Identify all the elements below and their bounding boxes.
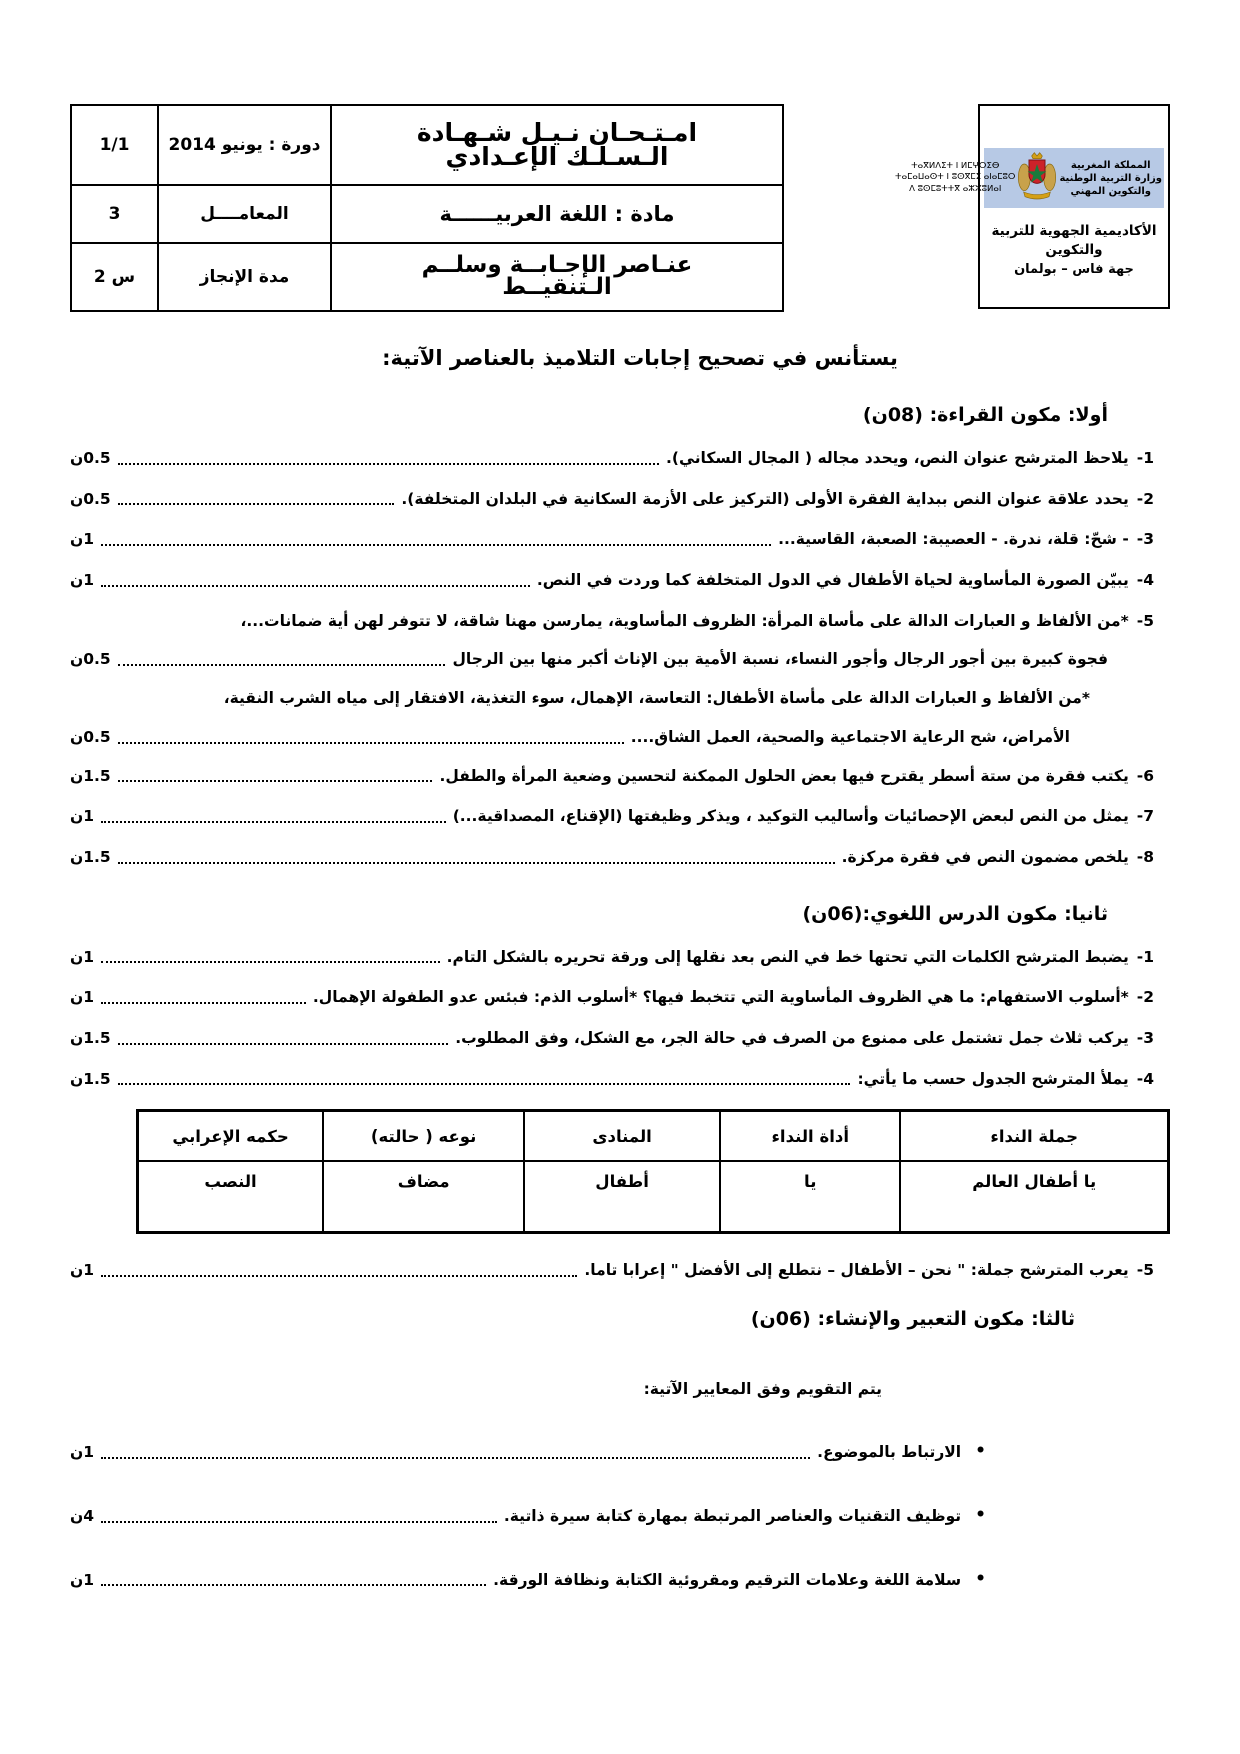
tifinagh-line3: ⴷ ⵓⵙⵎⵓⵜⵜⴳ ⴰⵣⵣⵓⵍⴰⵏ xyxy=(909,183,1002,194)
item-text: يلاحظ المترشح عنوان النص، ويحدد مجاله ( المجال السكاني). xyxy=(666,449,1129,467)
criteria-intro: يتم التقويم وفق المعايير الآتية: xyxy=(643,1380,882,1398)
list-item xyxy=(70,489,1170,511)
list-item-continuation xyxy=(70,649,1170,671)
kingdom-name: المملكة المغربية xyxy=(1070,159,1151,171)
dotted-leader xyxy=(101,1275,577,1277)
table-cell: يا أطفال العالم xyxy=(900,1161,1168,1233)
list-item xyxy=(70,806,1170,828)
dotted-leader xyxy=(101,821,446,823)
column-header: المنادى xyxy=(524,1111,720,1162)
column-header: حكمه الإعرابي xyxy=(138,1111,324,1162)
item-score: 0.5ن xyxy=(70,449,111,467)
list-item xyxy=(70,947,1170,969)
list-item xyxy=(70,611,1170,633)
dotted-leader xyxy=(101,585,530,587)
list-item xyxy=(70,570,1170,592)
item-number: 5- xyxy=(1136,1261,1154,1280)
criteria-item xyxy=(70,1504,1170,1528)
item-number: 3- xyxy=(1136,1028,1154,1047)
item-text: يبيّن الصورة المأساوية لحياة الأطفال في الدول المتخلفة كما وردت في النص. xyxy=(536,571,1129,590)
column-header: نوعه ( حالته) xyxy=(323,1111,524,1162)
item-text: - شحّ: قلة، ندرة. - العصيبة: الصعبة، القاسية... xyxy=(778,530,1129,549)
item-text: الارتباط بالموضوع. xyxy=(817,1443,962,1462)
dotted-leader xyxy=(101,1002,306,1004)
item-text: فجوة كبيرة بين أجور الرجال وأجور النساء، نسبة الأمية بين الإناث أكبر منها بين الرجال xyxy=(452,650,1108,669)
item-score: 0.5ن xyxy=(70,489,111,508)
item-text: سلامة اللغة وعلامات الترقيم ومقروئية الكتابة ونظافة الورقة. xyxy=(493,1570,962,1589)
list-item xyxy=(70,529,1170,551)
item-score: 4ن xyxy=(70,1506,95,1525)
item-number: 2- xyxy=(1136,489,1154,508)
item-text: *من الألفاظ و العبارات الدالة على مأساة الأطفال: التعاسة، الإهمال، سوء التغذية، الافتقار إلى مياه الشرب النقية، xyxy=(223,689,1090,708)
moroccan-coat-of-arms-icon xyxy=(1017,152,1057,204)
item-score: 1ن xyxy=(70,1570,95,1589)
item-text: *من الألفاظ و العبارات الدالة على مأساة المرأة: الظروف المأساوية، يمارسن مهنا شاقة، لا تتوفر لهن أية ضمانات...، xyxy=(240,611,1129,630)
table-row xyxy=(138,1161,1169,1233)
criteria-item xyxy=(70,1568,1170,1592)
exam-title-line1: امـتـحـان نـيـل شـهـادة xyxy=(416,117,698,147)
doc-title-line1: عنـاصر الإجـابــة وسلــم xyxy=(421,252,693,279)
item-text: الأمراض، شح الرعاية الاجتماعية والصحية، العمل الشاق.... xyxy=(630,727,1070,746)
list-item xyxy=(70,1028,1170,1050)
item-score: 1ن xyxy=(70,807,95,826)
list-item xyxy=(70,448,1170,470)
exam-info-table xyxy=(70,104,784,312)
header xyxy=(70,104,1170,312)
item-number: 7- xyxy=(1136,807,1154,826)
item-score: 1ن xyxy=(70,571,95,590)
item-score: 1.5ن xyxy=(70,847,111,866)
table-cell: يا xyxy=(720,1161,900,1233)
subject-cell: مادة : اللغة العربيــــــة xyxy=(331,185,783,243)
item-score: 1.5ن xyxy=(70,766,111,785)
item-text: *أسلوب الاستفهام: ما هي الظروف المأساوية التي تتخبط فيها؟ *أسلوب الذم: فبئس عدو الطفولة الإهمال. xyxy=(312,988,1129,1007)
list-item xyxy=(70,1069,1170,1091)
table-header-row xyxy=(138,1111,1169,1162)
item-text: يحدد علاقة عنوان النص ببداية الفقرة الأولى (التركيز على الأزمة السكانية في البلدان المتخلفة). xyxy=(401,489,1129,508)
ministry-arabic-text xyxy=(1059,159,1162,198)
item-score: 1ن xyxy=(70,1443,95,1462)
item-text: يلخص مضمون النص في فقرة مركزة. xyxy=(841,847,1129,866)
doc-title-cell xyxy=(331,243,783,311)
dotted-leader xyxy=(101,1457,810,1459)
item-text: يملأ المترشح الجدول حسب ما يأتي: xyxy=(857,1069,1129,1088)
item-number: 8- xyxy=(1136,847,1154,866)
correction-instruction: يستأنس في تصحيح إجابات التلاميذ بالعناصر الآتية: xyxy=(382,346,898,370)
dotted-leader xyxy=(118,1043,449,1045)
session-label: دورة : يونيو 2014 xyxy=(158,105,331,185)
item-number: 2- xyxy=(1136,988,1154,1007)
item-number: 6- xyxy=(1136,766,1154,785)
item-number: 5- xyxy=(1136,611,1154,630)
column-header: جملة النداء xyxy=(900,1111,1168,1162)
item-score: 1ن xyxy=(70,1261,95,1280)
dotted-leader xyxy=(118,862,835,864)
bullet-icon: • xyxy=(975,1568,986,1589)
item-text: يعرب المترشح جملة: " نحن – الأطفال – نتطلع إلى الأفضل " إعرابا تاما. xyxy=(584,1261,1129,1280)
ministry-tifinagh-text xyxy=(895,161,1015,195)
table-cell: مضاف xyxy=(323,1161,524,1233)
item-number: 1- xyxy=(1136,947,1154,966)
dotted-leader xyxy=(101,1584,486,1586)
item-score: 0.5ن xyxy=(70,650,111,669)
dotted-leader xyxy=(101,544,771,546)
academy-region: جهة فاس – بولمان xyxy=(1014,261,1134,277)
item-text: توظيف التقنيات والعناصر المرتبطة بمهارة كتابة سيرة ذاتية. xyxy=(503,1506,962,1525)
section1-title: أولا: مكون القراءة: (08ن) xyxy=(862,404,1108,426)
item-score: 1ن xyxy=(70,988,95,1007)
ministry-banner xyxy=(895,148,1164,208)
table-cell: أطفال xyxy=(524,1161,720,1233)
exam-title-line2: الـسـلـك الإعـدادي xyxy=(445,142,669,171)
column-header: أداة النداء xyxy=(720,1111,900,1162)
item-number: 4- xyxy=(1136,571,1154,590)
ministry-name-line1: وزارة التربية الوطنية xyxy=(1059,172,1162,184)
dotted-leader xyxy=(118,780,433,782)
list-item xyxy=(70,766,1170,788)
academy-name: الأكاديمية الجهوية للتربية والتكوين xyxy=(991,223,1157,258)
list-item xyxy=(70,987,1170,1009)
doc-title-line2: الـتنقيــط xyxy=(502,274,612,300)
item-number: 3- xyxy=(1136,530,1154,549)
tifinagh-line1: ⵜⴰⴳⵍⴷⵉⵜ ⵏ ⵍⵎⵖⵔⵉⴱ xyxy=(911,160,1000,171)
item-score: 1.5ن xyxy=(70,1069,111,1088)
section3-title: ثالثا: مكون التعبير والإنشاء: (06ن) xyxy=(750,1308,1075,1330)
coefficient-value: 3 xyxy=(71,185,158,243)
dotted-leader xyxy=(118,664,446,666)
item-text: يركب ثلاث جمل تشتمل على ممنوع من الصرف في حالة الجر، مع الشكل، وفق المطلوب. xyxy=(455,1028,1129,1047)
list-item xyxy=(70,1260,1170,1282)
ministry-name-line2: والتكوين المهني xyxy=(1070,185,1151,197)
item-score: 1ن xyxy=(70,530,95,549)
dotted-leader xyxy=(118,742,624,744)
section2-title: ثانيا: مكون الدرس اللغوي:(06ن) xyxy=(802,902,1108,925)
tifinagh-line2: ⵜⴰⵎⴰⵡⴰⵙⵜ ⵏ ⵓⵙⴳⵎⵉ ⴰⵏⴰⵎⵓⵔ xyxy=(895,172,1016,183)
bullet-icon: • xyxy=(975,1441,986,1461)
vocative-analysis-table xyxy=(136,1109,1170,1234)
item-score: 1.5ن xyxy=(70,1028,111,1047)
item-text: يضبط المترشح الكلمات التي تحتها خط في النص بعد نقلها إلى ورقة تحريره بالشكل التام. xyxy=(446,947,1129,966)
list-item xyxy=(70,847,1170,869)
list-item-continuation xyxy=(70,688,1170,710)
item-number: 1- xyxy=(1136,449,1154,467)
dotted-leader xyxy=(101,1521,497,1523)
item-text: يمثل من النص لبعض الإحصائيات وأساليب التوكيد ، ويذكر وظيفتها (الإقناع، المصداقية...) xyxy=(452,807,1129,826)
exam-title-cell xyxy=(331,105,783,185)
ministry-logo-box xyxy=(895,104,1170,309)
duration-label: مدة الإنجاز xyxy=(158,243,331,311)
item-text: يكتب فقرة من ستة أسطر يقترح فيها بعض الحلول الممكنة لتحسين وضعية المرأة والطفل. xyxy=(439,766,1129,785)
item-number: 4- xyxy=(1136,1069,1154,1088)
list-item-continuation xyxy=(70,727,1170,749)
page-ratio: 1/1 xyxy=(71,105,158,185)
criteria-item xyxy=(70,1440,1170,1464)
dotted-leader xyxy=(118,503,395,505)
item-score: 0.5ن xyxy=(70,727,111,746)
coefficient-label: المعامــــل xyxy=(158,185,331,243)
dotted-leader xyxy=(118,463,659,465)
table-cell: النصب xyxy=(138,1161,324,1233)
duration-value: 2 س xyxy=(71,243,158,311)
dotted-leader xyxy=(101,961,440,963)
dotted-leader xyxy=(118,1083,851,1085)
item-score: 1ن xyxy=(70,947,95,966)
bullet-icon: • xyxy=(975,1504,986,1525)
